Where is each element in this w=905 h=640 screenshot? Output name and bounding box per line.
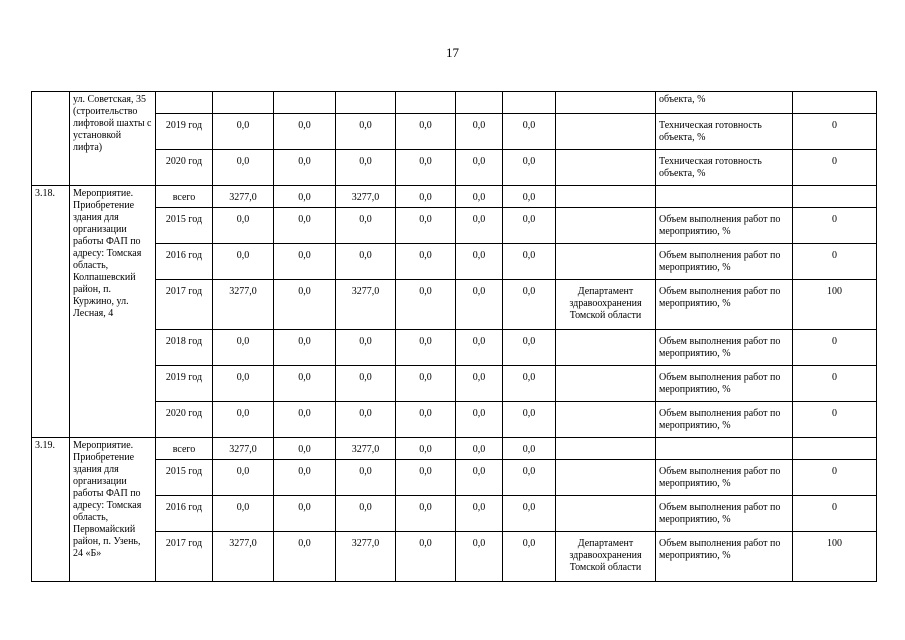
year-cell: 2020 год bbox=[156, 150, 213, 186]
item-name: Мероприятие. Приобретение здания для организации работы ФАП по адресу: Томская область, Первомайский район, п. Узень, 24 «Б» bbox=[70, 438, 156, 582]
amount-cell-2: 0,0 bbox=[274, 280, 336, 330]
indicator-value-cell: 100 bbox=[793, 532, 877, 582]
amount-cell-5: 0,0 bbox=[456, 280, 503, 330]
indicator-value-cell: 0 bbox=[793, 330, 877, 366]
amount-cell-3: 3277,0 bbox=[336, 438, 396, 460]
amount-cell-4: 0,0 bbox=[396, 402, 456, 438]
amount-cell-5: 0,0 bbox=[456, 114, 503, 150]
table-row bbox=[32, 150, 877, 186]
amount-cell-6: 0,0 bbox=[503, 460, 556, 496]
year-cell: 2017 год bbox=[156, 532, 213, 582]
year-cell: 2020 год bbox=[156, 402, 213, 438]
amount-cell-5: 0,0 bbox=[456, 208, 503, 244]
amount-cell-1: 0,0 bbox=[213, 114, 274, 150]
table-row bbox=[32, 186, 877, 208]
year-cell: 2016 год bbox=[156, 496, 213, 532]
executor-cell bbox=[556, 438, 656, 460]
amount-cell-3: 0,0 bbox=[336, 496, 396, 532]
table-row bbox=[32, 460, 877, 496]
indicator-value-cell: 0 bbox=[793, 150, 877, 186]
amount-cell-3: 0,0 bbox=[336, 330, 396, 366]
executor-cell bbox=[556, 366, 656, 402]
amount-cell-6: 0,0 bbox=[503, 532, 556, 582]
amount-cell-6: 0,0 bbox=[503, 208, 556, 244]
program-table bbox=[31, 91, 877, 582]
year-cell: 2019 год bbox=[156, 114, 213, 150]
table-body bbox=[32, 92, 877, 582]
amount-cell-4: 0,0 bbox=[396, 150, 456, 186]
amount-cell-2: 0,0 bbox=[274, 496, 336, 532]
amount-cell-1: 0,0 bbox=[213, 402, 274, 438]
amount-cell-4: 0,0 bbox=[396, 532, 456, 582]
table-row bbox=[32, 366, 877, 402]
amount-cell-6: 0,0 bbox=[503, 150, 556, 186]
indicator-name-cell: Объем выполнения работ по мероприятию, % bbox=[656, 402, 793, 438]
amount-cell-3: 0,0 bbox=[336, 366, 396, 402]
amount-cell-6: 0,0 bbox=[503, 366, 556, 402]
amount-cell-3: 0,0 bbox=[336, 244, 396, 280]
amount-cell-6: 0,0 bbox=[503, 186, 556, 208]
year-cell bbox=[156, 92, 213, 114]
amount-cell-2: 0,0 bbox=[274, 402, 336, 438]
amount-cell-5: 0,0 bbox=[456, 496, 503, 532]
amount-cell-5: 0,0 bbox=[456, 330, 503, 366]
amount-cell-2: 0,0 bbox=[274, 330, 336, 366]
item-number: 3.18. bbox=[32, 186, 70, 438]
amount-cell-3: 3277,0 bbox=[336, 186, 396, 208]
table-row bbox=[32, 438, 877, 460]
amount-cell-1: 3277,0 bbox=[213, 438, 274, 460]
indicator-name-cell bbox=[656, 438, 793, 460]
amount-cell-4: 0,0 bbox=[396, 330, 456, 366]
year-cell: всего bbox=[156, 186, 213, 208]
table-row bbox=[32, 330, 877, 366]
amount-cell-5 bbox=[456, 92, 503, 114]
amount-cell-1 bbox=[213, 92, 274, 114]
amount-cell-4: 0,0 bbox=[396, 114, 456, 150]
amount-cell-1: 0,0 bbox=[213, 496, 274, 532]
amount-cell-2: 0,0 bbox=[274, 208, 336, 244]
indicator-name-cell: Объем выполнения работ по мероприятию, % bbox=[656, 280, 793, 330]
executor-cell bbox=[556, 402, 656, 438]
amount-cell-2: 0,0 bbox=[274, 244, 336, 280]
amount-cell-1: 3277,0 bbox=[213, 532, 274, 582]
item-number bbox=[32, 92, 70, 186]
indicator-name-cell: Объем выполнения работ по мероприятию, % bbox=[656, 460, 793, 496]
table-row bbox=[32, 244, 877, 280]
amount-cell-1: 0,0 bbox=[213, 244, 274, 280]
table-row bbox=[32, 92, 877, 114]
year-cell: 2019 год bbox=[156, 366, 213, 402]
executor-cell bbox=[556, 186, 656, 208]
amount-cell-3: 0,0 bbox=[336, 208, 396, 244]
amount-cell-3: 0,0 bbox=[336, 150, 396, 186]
executor-cell bbox=[556, 244, 656, 280]
amount-cell-2: 0,0 bbox=[274, 366, 336, 402]
amount-cell-3: 0,0 bbox=[336, 114, 396, 150]
amount-cell-2: 0,0 bbox=[274, 186, 336, 208]
amount-cell-1: 3277,0 bbox=[213, 186, 274, 208]
indicator-name-cell: Объем выполнения работ по мероприятию, % bbox=[656, 366, 793, 402]
table-row bbox=[32, 114, 877, 150]
indicator-name-cell: объекта, % bbox=[656, 92, 793, 114]
amount-cell-4: 0,0 bbox=[396, 460, 456, 496]
amount-cell-6: 0,0 bbox=[503, 496, 556, 532]
amount-cell-5: 0,0 bbox=[456, 186, 503, 208]
executor-cell: Департамент здравоохранения Томской области bbox=[556, 280, 656, 330]
amount-cell-4: 0,0 bbox=[396, 280, 456, 330]
year-cell: всего bbox=[156, 438, 213, 460]
amount-cell-6: 0,0 bbox=[503, 402, 556, 438]
executor-cell bbox=[556, 460, 656, 496]
year-cell: 2017 год bbox=[156, 280, 213, 330]
amount-cell-6: 0,0 bbox=[503, 244, 556, 280]
amount-cell-6: 0,0 bbox=[503, 438, 556, 460]
year-cell: 2016 год bbox=[156, 244, 213, 280]
year-cell: 2015 год bbox=[156, 208, 213, 244]
indicator-name-cell: Объем выполнения работ по мероприятию, % bbox=[656, 532, 793, 582]
amount-cell-1: 0,0 bbox=[213, 330, 274, 366]
indicator-value-cell bbox=[793, 92, 877, 114]
item-name: ул. Советская, 35 (строительство лифтовой шахты с установкой лифта) bbox=[70, 92, 156, 186]
amount-cell-5: 0,0 bbox=[456, 438, 503, 460]
amount-cell-4: 0,0 bbox=[396, 438, 456, 460]
amount-cell-5: 0,0 bbox=[456, 402, 503, 438]
amount-cell-5: 0,0 bbox=[456, 150, 503, 186]
amount-cell-3 bbox=[336, 92, 396, 114]
amount-cell-4: 0,0 bbox=[396, 186, 456, 208]
amount-cell-2: 0,0 bbox=[274, 438, 336, 460]
executor-cell bbox=[556, 496, 656, 532]
amount-cell-2 bbox=[274, 92, 336, 114]
executor-cell bbox=[556, 92, 656, 114]
amount-cell-2: 0,0 bbox=[274, 532, 336, 582]
amount-cell-4: 0,0 bbox=[396, 244, 456, 280]
amount-cell-5: 0,0 bbox=[456, 244, 503, 280]
amount-cell-1: 0,0 bbox=[213, 460, 274, 496]
executor-cell bbox=[556, 330, 656, 366]
table-row bbox=[32, 496, 877, 532]
indicator-name-cell bbox=[656, 186, 793, 208]
amount-cell-3: 0,0 bbox=[336, 402, 396, 438]
amount-cell-2: 0,0 bbox=[274, 150, 336, 186]
indicator-value-cell: 0 bbox=[793, 114, 877, 150]
amount-cell-4 bbox=[396, 92, 456, 114]
amount-cell-4: 0,0 bbox=[396, 496, 456, 532]
year-cell: 2015 год bbox=[156, 460, 213, 496]
indicator-value-cell: 0 bbox=[793, 244, 877, 280]
table-row bbox=[32, 280, 877, 330]
indicator-value-cell bbox=[793, 186, 877, 208]
indicator-value-cell: 0 bbox=[793, 402, 877, 438]
indicator-value-cell: 0 bbox=[793, 208, 877, 244]
indicator-name-cell: Объем выполнения работ по мероприятию, % bbox=[656, 496, 793, 532]
item-name: Мероприятие. Приобретение здания для организации работы ФАП по адресу: Томская область, Колпашевский район, п. Куржино, ул. Лесная, 4 bbox=[70, 186, 156, 438]
page-number: 17 bbox=[446, 45, 459, 60]
amount-cell-6: 0,0 bbox=[503, 280, 556, 330]
table-row bbox=[32, 402, 877, 438]
indicator-name-cell: Техническая готовность объекта, % bbox=[656, 114, 793, 150]
item-number: 3.19. bbox=[32, 438, 70, 582]
indicator-name-cell: Техническая готовность объекта, % bbox=[656, 150, 793, 186]
indicator-value-cell: 0 bbox=[793, 496, 877, 532]
amount-cell-5: 0,0 bbox=[456, 460, 503, 496]
amount-cell-3: 3277,0 bbox=[336, 532, 396, 582]
amount-cell-1: 0,0 bbox=[213, 150, 274, 186]
indicator-name-cell: Объем выполнения работ по мероприятию, % bbox=[656, 208, 793, 244]
executor-cell bbox=[556, 114, 656, 150]
indicator-name-cell: Объем выполнения работ по мероприятию, % bbox=[656, 244, 793, 280]
table-row bbox=[32, 208, 877, 244]
indicator-value-cell: 0 bbox=[793, 460, 877, 496]
indicator-name-cell: Объем выполнения работ по мероприятию, % bbox=[656, 330, 793, 366]
amount-cell-5: 0,0 bbox=[456, 532, 503, 582]
table-row bbox=[32, 532, 877, 582]
amount-cell-2: 0,0 bbox=[274, 114, 336, 150]
amount-cell-1: 3277,0 bbox=[213, 280, 274, 330]
indicator-value-cell: 0 bbox=[793, 366, 877, 402]
amount-cell-1: 0,0 bbox=[213, 366, 274, 402]
indicator-value-cell: 100 bbox=[793, 280, 877, 330]
amount-cell-5: 0,0 bbox=[456, 366, 503, 402]
executor-cell bbox=[556, 150, 656, 186]
amount-cell-4: 0,0 bbox=[396, 366, 456, 402]
indicator-value-cell bbox=[793, 438, 877, 460]
amount-cell-3: 0,0 bbox=[336, 460, 396, 496]
amount-cell-4: 0,0 bbox=[396, 208, 456, 244]
amount-cell-1: 0,0 bbox=[213, 208, 274, 244]
executor-cell bbox=[556, 208, 656, 244]
year-cell: 2018 год bbox=[156, 330, 213, 366]
amount-cell-2: 0,0 bbox=[274, 460, 336, 496]
amount-cell-6 bbox=[503, 92, 556, 114]
amount-cell-3: 3277,0 bbox=[336, 280, 396, 330]
amount-cell-6: 0,0 bbox=[503, 114, 556, 150]
executor-cell: Департамент здравоохранения Томской области bbox=[556, 532, 656, 582]
amount-cell-6: 0,0 bbox=[503, 330, 556, 366]
